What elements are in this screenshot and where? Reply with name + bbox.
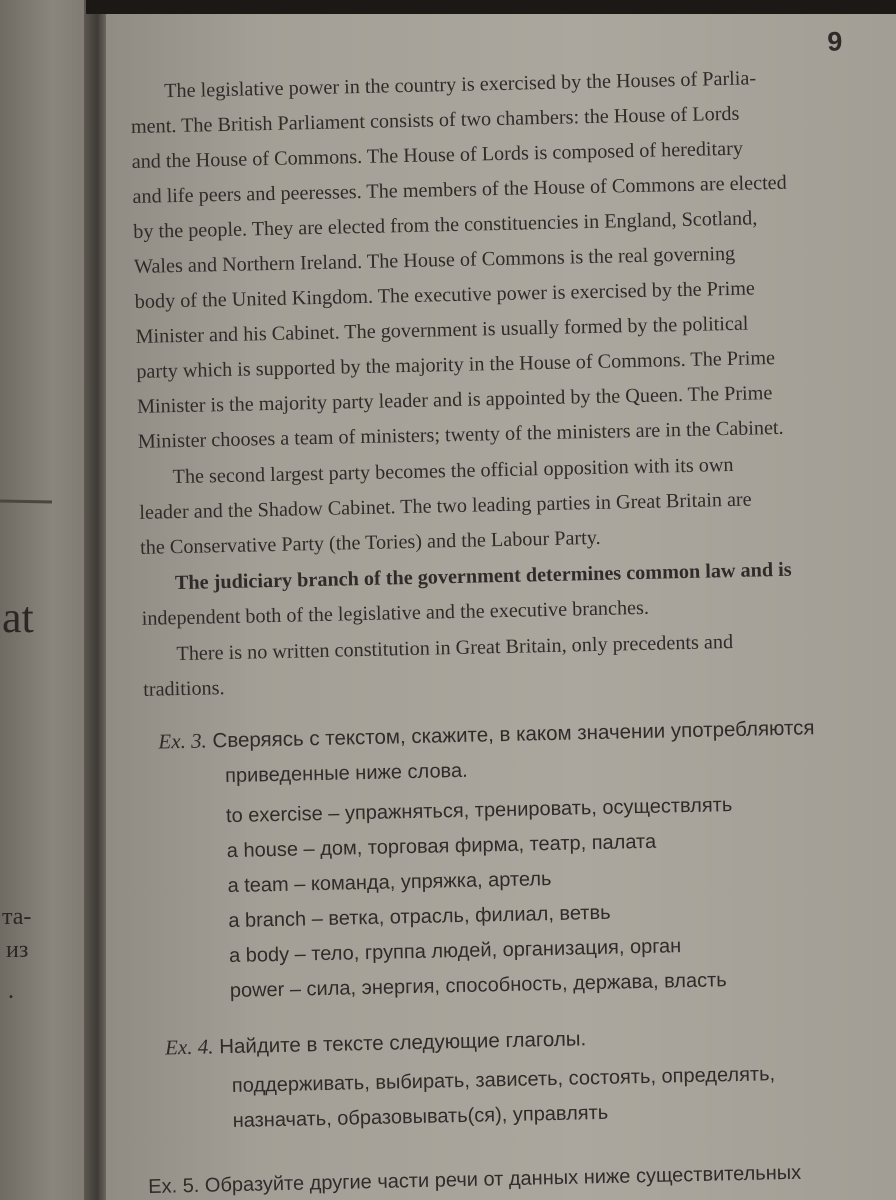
paragraph-line: The second largest party becomes the official opposition with its own — [172, 453, 734, 489]
paragraph-line: the Conservative Party (the Tories) and the Labour Party. — [139, 526, 601, 559]
left-page-rule — [0, 500, 52, 504]
left-page-fragment-ta: та- — [2, 904, 32, 930]
book-gutter — [84, 0, 106, 1200]
paragraph-line: body of the United Kingdom. The executive power is exercised by the Prime — [134, 277, 756, 313]
page-number: 9 — [826, 26, 843, 57]
paragraph-line: There is no written constitution in Great Britain, only precedents and — [176, 630, 734, 666]
paragraph-line: by the people. They are elected from the constituencies in England, Scotland, — [133, 207, 758, 243]
paragraph-line: Minister is the majority party leader and is appointed by the Queen. The Prime — [136, 382, 773, 418]
paragraph-line: independent both of the legislative and the executive branches. — [141, 596, 650, 630]
paragraph-line: and life peers and peeresses. The members of the House of Commons are elected — [132, 171, 787, 208]
exercise-3-item: a house – дом, торговая фирма, театр, палата — [226, 830, 657, 863]
exercise-3-label: Ex. 3. — [158, 728, 208, 754]
paragraph-line: traditions. — [143, 677, 225, 701]
exercise-4-label: Ex. 4. — [164, 1034, 214, 1060]
top-shadow — [86, 0, 896, 14]
left-page-fragment-iz: из — [6, 937, 29, 963]
paragraph-line: The judiciary branch of the government determines common law and is — [174, 558, 792, 595]
exercise-5-partial: Ex. 5. Образуйте другие части речи от данных ниже существительных — [148, 1161, 802, 1198]
exercise-3-instruction: Сверяясь с текстом, скажите, в каком значении употребляются — [212, 716, 815, 753]
exercise-3-item: a body – тело, группа людей, организация, орган — [228, 935, 682, 968]
exercise-3-item: power – сила, энергия, способность, держава, власть — [229, 969, 727, 1003]
exercise-4-instruction: Найдите в тексте следующие глаголы. — [218, 1027, 587, 1059]
exercise-4-verbs: поддерживать, выбирать, зависеть, состоять, определять, — [231, 1063, 776, 1098]
exercise-3-instruction-continued: приведенные ниже слова. — [224, 759, 468, 788]
left-page-edge — [0, 0, 96, 1200]
paragraph-line: party which is supported by the majority in the House of Commons. The Prime — [136, 346, 776, 383]
left-page-fragment-at: at — [2, 593, 34, 642]
exercise-4-verbs: назначать, образовывать(ся), управлять — [232, 1101, 609, 1133]
left-page-fragment-dot: . — [8, 978, 14, 1004]
paragraph-line: and the House of Commons. The House of Lords is composed of hereditary — [131, 137, 744, 173]
paragraph-line: ment. The British Parliament consists of two chambers: the House of Lords — [130, 102, 740, 138]
exercise-3-item: a branch – ветка, отрасль, филиал, ветвь — [228, 901, 611, 933]
exercise-3-item: a team – команда, упряжка, артель — [227, 867, 552, 898]
paragraph-line: Minister and his Cabinet. The government is usually formed by the political — [135, 312, 749, 348]
paragraph-line: The legislative power in the country is exercised by the Houses of Parlia- — [163, 67, 757, 103]
paragraph-line: leader and the Shadow Cabinet. The two leading parties in Great Britain are — [139, 488, 752, 524]
exercise-3-item: to exercise – упражняться, тренировать, осуществлять — [225, 794, 733, 828]
paragraph-line: Wales and Northern Ireland. The House of Commons is the real governing — [133, 242, 736, 278]
paragraph-line: Minister chooses a team of ministers; twenty of the ministers are in the Cabinet. — [137, 416, 784, 453]
